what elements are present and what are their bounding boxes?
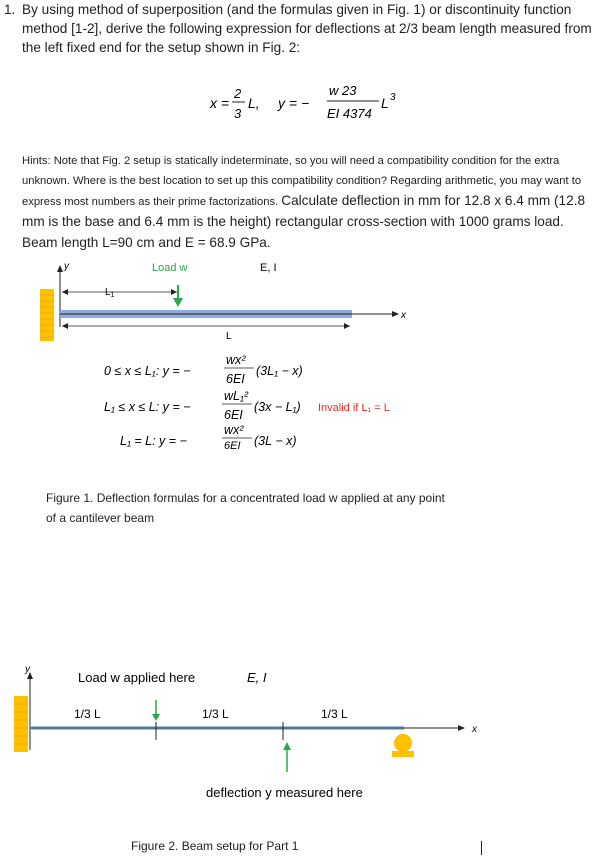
fig2-ei-label: E, I [247, 670, 267, 685]
question-number: 1. [4, 2, 16, 17]
fig1-x-label: x [401, 310, 406, 321]
y-num: w 23 [329, 83, 357, 98]
y-exp: 3 [390, 92, 396, 103]
fig2-seg-3: 1/3 L [321, 707, 348, 721]
fig2-load-label: Load w applied here [78, 670, 196, 685]
fig2-seg-1: 1/3 L [74, 707, 101, 721]
x-num: 2 [234, 86, 242, 101]
fig1-l-label: L [226, 331, 232, 342]
x-tail: L, [248, 95, 260, 111]
fig1-formula1-den: 6EI [226, 372, 245, 386]
fig2-measure-label: deflection y measured here [206, 785, 363, 800]
fig1-formula1-tail: (3L₁ − x) [256, 364, 303, 378]
y-den: EI 4374 [327, 106, 372, 121]
fig2-y-label: y [25, 664, 30, 675]
fig1-l1-label: $L_1$ [105, 287, 115, 299]
fig1-formula1-num: wx² [226, 353, 246, 367]
figure2-diagram [0, 660, 600, 810]
fig1-ei-label: E, I [260, 262, 277, 274]
fig1-y-label: y [64, 261, 69, 272]
question-text: By using method of superposition (and the formulas given in Fig. 1) or discontinuity function method [1-2], derive the following expression for deflections at 2/3 beam length measured from the left fixed end for the setup shown in Fig. 2: [22, 2, 592, 55]
fig1-formula2-den: 6EI [224, 408, 243, 422]
fig2-wall [14, 696, 28, 752]
fig1-formula3-den: 6EI [224, 440, 241, 450]
text-cursor [481, 841, 482, 855]
target-expression [0, 80, 600, 130]
fig1-formula3-num: wx² [224, 423, 244, 437]
fig1-formula2-num: wL₁² [224, 389, 249, 403]
fig1-formula1-range: 0 ≤ x ≤ L₁: y = − [104, 364, 191, 378]
hints-large: Calculate deflection in mm for 12.8 x 6.4 mm (12.8 mm is the base and 6.4 mm is the height) rectangular cross-section with 1000 grams load. Beam length L=90 cm and E = 68.9 GPa. [22, 193, 586, 250]
y-tail: L [381, 95, 389, 111]
figure1-caption: Figure 1. Deflection formulas for a concentrated load w applied at any point of a cantilever beam [46, 491, 445, 525]
fig1-formula3-range: L₁ = L: y = − [120, 434, 187, 448]
fig1-formula3-tail: (3L − x) [254, 434, 297, 448]
fig2-x-label: x [472, 724, 477, 735]
figure1-diagram [0, 255, 600, 345]
fig2-seg-2: 1/3 L [202, 707, 229, 721]
fig1-formula2-tail: (3x − L₁) [254, 400, 301, 414]
x-den: 3 [234, 106, 242, 121]
fig2-support-base [392, 751, 414, 757]
figure1-formulas [0, 345, 600, 450]
fig2-roller-support [394, 734, 412, 752]
x-lhs: x = [210, 95, 230, 111]
fig1-formula2-range: L₁ ≤ x ≤ L: y = − [104, 400, 191, 414]
y-lhs: y = − [278, 95, 310, 111]
hints-small: Hints: Note that Fig. 2 setup is statically indeterminate, so you will need a compatibility condition for the extra unknown. Where is the best location to set up this compatibility condition? Regarding arithmetic, you may want to express most numbers as their prime factorizations. [22, 155, 582, 208]
fig1-load-label: Load w [152, 262, 188, 274]
figure2-caption: Figure 2. Beam setup for Part 1 [131, 839, 299, 853]
fig1-invalid-note: Invalid if L₁ = L [318, 402, 390, 414]
fig1-wall [40, 289, 54, 341]
hints [22, 151, 594, 254]
